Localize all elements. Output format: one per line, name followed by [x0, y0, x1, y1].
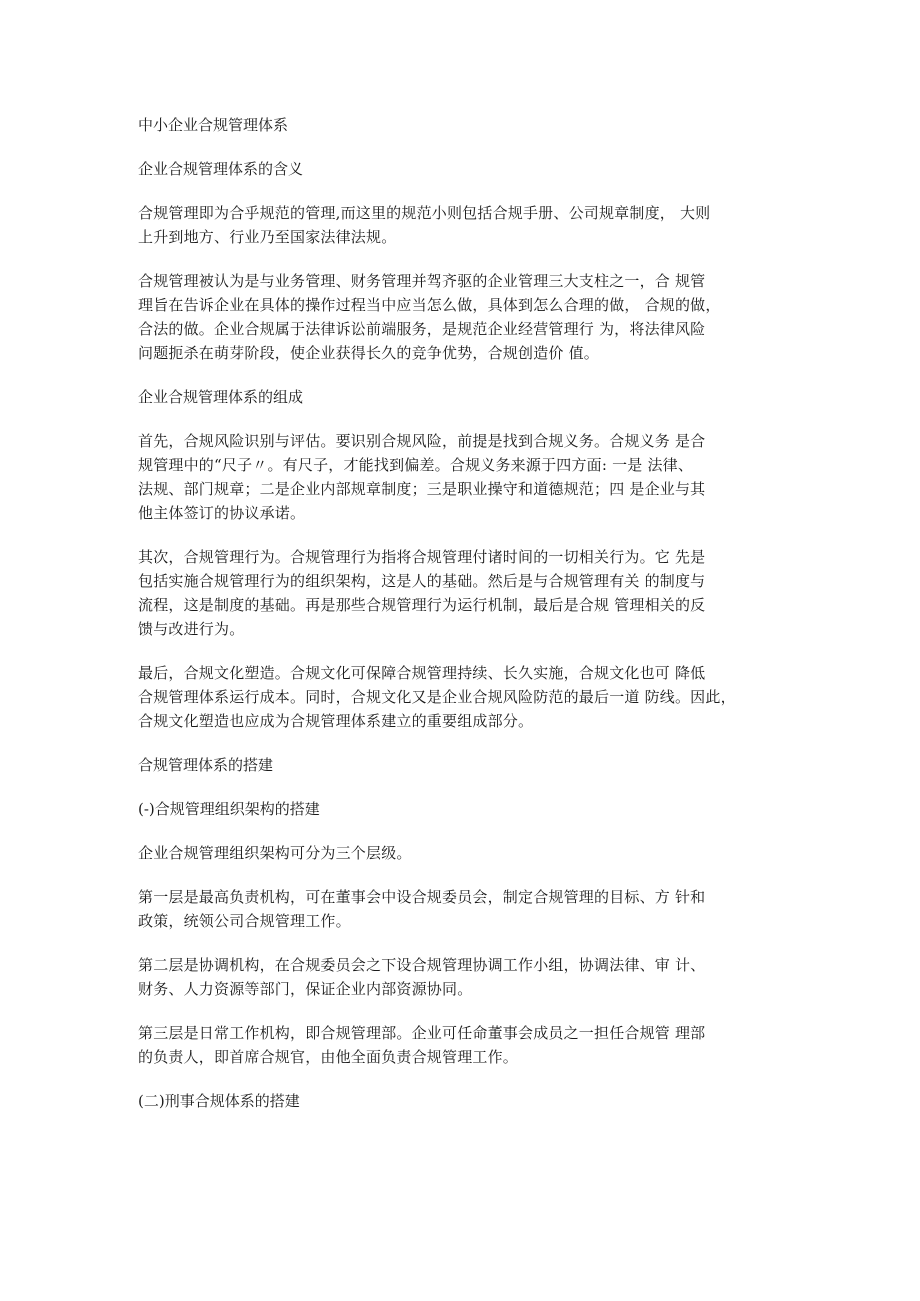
paragraph-meaning-definition [138, 201, 788, 249]
text-line: 第二层是协调机构，在合规委员会之下设合规管理协调工作小组，协调法律、审 计、 [138, 956, 706, 974]
paragraph-culture [138, 661, 788, 733]
text-line: 理旨在告诉企业在具体的操作过程当中应当怎么做，具体到怎么合理的做， 合规的做， [138, 296, 721, 314]
text-line: 政策，统领公司合规管理工作。 [138, 912, 351, 930]
text-line: 其次，合规管理行为。合规管理行为指将合规管理付诸时间的一切相关行为。它 先是 [138, 548, 706, 566]
paragraph-level-three [138, 1021, 788, 1069]
text-line: 第一层是最高负责机构，可在董事会中设合规委员会，制定合规管理的目标、方 针和 [138, 888, 706, 906]
text-line: 流程，这是制度的基础。再是那些合规管理行为运行机制，最后是合规 管理相关的反 [138, 596, 706, 614]
text-line: 企业合规管理组织架构可分为三个层级。 [138, 844, 412, 862]
text-line: 首先，合规风险识别与评估。要识别合规风险，前提是找到合规义务。合规义务 是合 [138, 432, 706, 450]
paragraph-level-two [138, 953, 788, 1001]
text-line: 法规、部门规章；二是企业内部规章制度；三是职业操守和道德规范；四 是企业与其 [138, 480, 706, 498]
paragraph-meaning-pillars [138, 269, 788, 365]
text-line: 上升到地方、行业乃至国家法律法规。 [138, 228, 397, 246]
subsection-heading-criminal-compliance: (二)刑事合规体系的搭建 [138, 1092, 300, 1110]
text-line: 包括实施合规管理行为的组织架构，这是人的基础。然后是与合规管理有关 的制度与 [138, 572, 706, 590]
paragraph-management-behavior [138, 545, 788, 641]
text-line: 最后，合规文化塑造。合规文化可保障合规管理持续、长久实施，合规文化也可 降低 [138, 664, 706, 682]
section-heading-construction: 合规管理体系的搭建 [138, 756, 274, 774]
text-line: 合规管理体系运行成本。同时，合规文化又是企业合规风险防范的最后一道 防线。因此， [138, 688, 736, 706]
text-line: 的负责人，即首席合规官，由他全面负责合规管理工作。 [138, 1048, 519, 1066]
paragraph-level-one [138, 885, 788, 933]
text-line: 他主体签订的协议承诺。 [138, 504, 306, 522]
section-heading-meaning: 企业合规管理体系的含义 [138, 160, 304, 178]
paragraph-risk-identification [138, 429, 788, 525]
text-line: 第三层是日常工作机构，即合规管理部。企业可任命董事会成员之一担任合规管 理部 [138, 1024, 706, 1042]
paragraph-three-levels [138, 841, 788, 865]
text-line: 合规文化塑造也应成为合规管理体系建立的重要组成部分。 [138, 712, 534, 730]
document-page [138, 113, 788, 1133]
text-line: 馈与改进行为。 [138, 620, 245, 638]
subsection-heading-org-structure: (-)合规管理组织架构的搭建 [138, 800, 320, 818]
text-line: 合规管理被认为是与业务管理、财务管理并驾齐驱的企业管理三大支柱之一，合 规管 [138, 272, 706, 290]
text-line: 规管理中的“尺子〃。有尺子，才能找到偏差。合规义务来源于四方面: 一是 法律、 [138, 456, 694, 474]
document-title: 中小企业合规管理体系 [138, 116, 289, 134]
text-line: 合法的做。企业合规属于法律诉讼前端服务，是规范企业经营管理行 为，将法律风险 [138, 320, 706, 338]
text-line: 问题扼杀在萌芽阶段，使企业获得长久的竞争优势，合规创造价 值。 [138, 344, 599, 362]
section-heading-composition: 企业合规管理体系的组成 [138, 388, 304, 406]
text-line: 财务、人力资源等部门，保证企业内部资源协同。 [138, 980, 473, 998]
text-line: 合规管理即为合乎规范的管理,而这里的规范小则包括合规手册、公司规章制度， 大则 [138, 204, 711, 222]
